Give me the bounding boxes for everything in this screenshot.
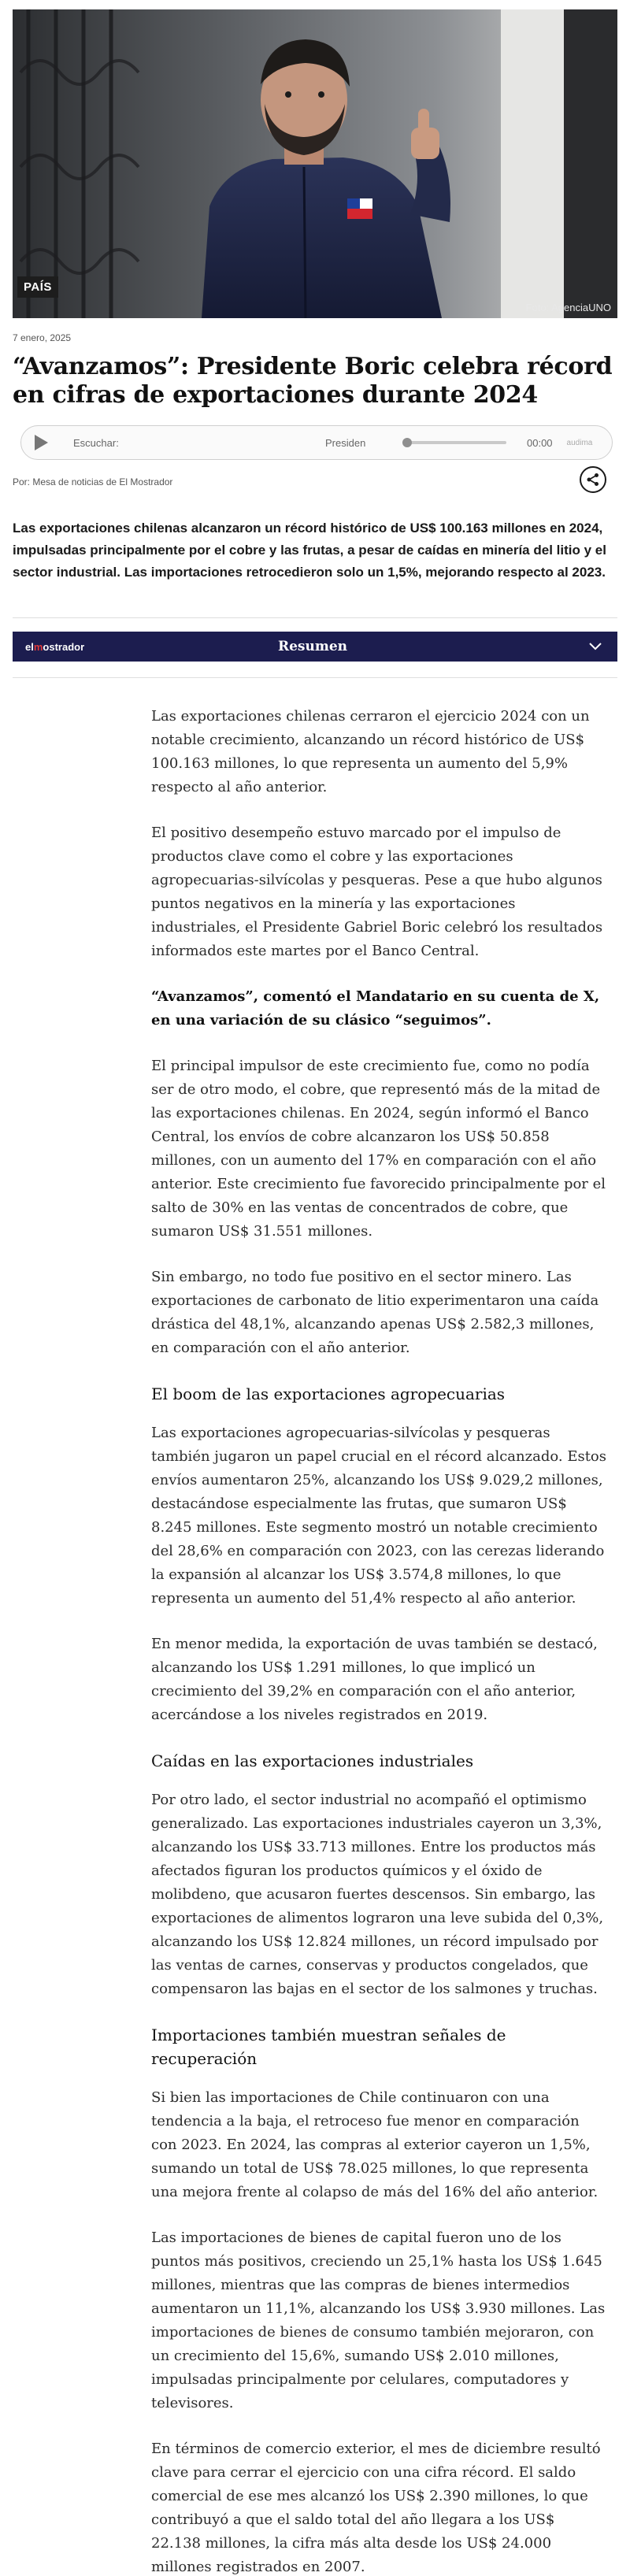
play-icon [33,434,49,451]
photo-credit: Foto: AgenciaUNO [525,302,611,313]
audio-listen-label: Escuchar: [73,436,119,449]
share-button[interactable] [580,466,606,493]
body-quote: “Avanzamos”, comentó el Mandatario en su cuenta de X, en una variación de su clásico “seguimos”. [151,988,600,1029]
section-heading: Importaciones también muestran señales de recuperación [151,2026,506,2068]
summary-logo [25,641,261,653]
body-paragraph: En menor medida, la exportación de uvas también se destacó, alcanzando los US$ 1.291 millones, lo que implicó un crecimiento del 39,2% en comparación con el año anterior, acercándose a los niveles registrados en 2019. [151,1636,598,1723]
divider [13,677,617,678]
audio-progress-slider[interactable] [402,441,506,444]
audio-progress-knob[interactable] [402,438,412,447]
body-paragraph: Las exportaciones chilenas cerraron el ejercicio 2024 con un notable crecimiento, alcanzando un récord histórico de US$ 100.163 millones, lo que representa un aumento del 5,9% respecto al año anterior. [151,708,590,795]
logo-prefix: el [25,640,34,653]
play-button[interactable] [28,429,54,456]
body-paragraph: Si bien las importaciones de Chile continuaron con una tendencia a la baja, el retroceso fue menor en comparación con 2023. En 2024, las compras al exterior cayeron un 1,5%, sumando un total de US$ 78.025 millones, lo que representa una mejora frente al colapso de más del 16% del año anterior. [151,2089,598,2200]
body-paragraph: Sin embargo, no todo fue positivo en el sector minero. Las exportaciones de carbonato de litio experimentaron una caída drástica del 48,1%, alcanzando apenas US$ 2.582,3 millones, en comparación con el año anterior. [151,1269,599,1356]
body-paragraph: Las exportaciones agropecuarias-silvícolas y pesqueras también jugaron un papel crucial en el récord alcanzado. Estos envíos aumentaron 25%, alcanzando los US$ 9.029,2 millones, destacándose especialmente las frutas, que sumaron US$ 8.245 millones. Este segmento mostró un notable crecimiento del 28,6% en comparación con 2023, con las cerezas liderando la expansión al alcanzar los US$ 3.574,8 millones, lo que representa un aumento del 51,4% respecto al año anterior. [151,1425,607,1607]
hero-image[interactable] [13,9,617,318]
body-paragraph: Las importaciones de bienes de capital fueron uno de los puntos más positivos, creciendo un 25,1% hasta los US$ 1.645 millones, mientras que las compras de bienes intermedios aumentaron un 11,1%, alcanzando los US$ 3.930 millones. Las importaciones de bienes de consumo también mejoraron, con un crecimiento del 15,6%, sumando US$ 2.010 millones, impulsadas principalmente por celulares, computadores y televisores. [151,2229,606,2411]
hero-photo-illustration [13,9,617,318]
section-heading: El boom de las exportaciones agropecuarias [151,1384,506,1403]
body-paragraph: El principal impulsor de este crecimiento fue, como no podía ser de otro modo, el cobre, que representó más de la mitad de las exportaciones chilenas. En 2024, según informó el Banco Central, los envíos de cobre alcanzaron los US$ 50.858 millones, con un aumento del 17% en comparación con el año anterior. Este crecimiento fue favorecido principalmente por el salto de 30% en las ventas de concentrados de cobre, que sumaron US$ 31.551 millones. [151,1058,606,1240]
body-paragraph: El positivo desempeño estuvo marcado por el impulso de productos clave como el cobre y las exportaciones agropecuarias-silvícolas y pesqueras. Pese a que hubo algunos puntos negativos en la minería y las exportaciones industriales, el Presidente Gabriel Boric celebró los resultados informados este martes por el Banco Central. [151,825,603,959]
chevron-down-icon[interactable] [587,639,603,654]
article-headline: “Avanzamos”: Presidente Boric celebra récord en cifras de exportaciones durante 2024 [13,353,613,409]
audio-time: 00:00 [527,436,553,449]
article-body [151,705,608,2576]
article-lead: Las exportaciones chilenas alcanzaron un récord histórico de US$ 100.163 millones en 2024, impulsadas principalmente por el cobre y las frutas, a pesar de caídas en minería del litio y el sector industrial. Las importaciones retrocedieron solo un 1,5%, mejorando respecto al 2023. [13,521,606,580]
section-tag[interactable]: PAÍS [17,276,58,298]
logo-suffix: ostrador [43,640,85,653]
summary-toggle[interactable] [13,632,617,662]
divider [13,617,617,618]
audio-title: Presiden [325,436,366,449]
section-heading: Caídas en las exportaciones industriales [151,1751,474,1770]
article-byline[interactable]: Por: Mesa de noticias de El Mostrador [13,476,173,487]
logo-dot: m [33,640,43,653]
body-paragraph: Por otro lado, el sector industrial no acompañó el optimismo generalizado. Las exportaciones industriales cayeron un 3,3%, alcanzando los US$ 33.713 millones. Entre los productos más afectados figuran los productos químicos y el óxido de molibdeno, que acusaron fuertes descensos. Sin embargo, las exportaciones de alimentos lograron una leve subida del 0,3%, alcanzando los US$ 12.824 millones, un récord impulsado por las ventas de carnes, conservas y productos congelados, que compensaron las bajas en el sector de los salmones y truchas. [151,1792,604,1997]
audio-brand[interactable]: audima [566,438,593,447]
body-paragraph: En términos de comercio exterior, el mes de diciembre resultó clave para cerrar el ejercicio con una cifra récord. El saldo comercial de ese mes alcanzó los US$ 2.390 millones, lo que contribuyó a que el saldo total del año llegara a los US$ 22.138 millones, la cifra más alta desde los US$ 24.000 millones registrados en 2007. [151,2441,601,2575]
article-date: 7 enero, 2025 [13,332,72,343]
summary-title: Resumen [277,639,348,654]
audio-player [20,425,613,460]
share-icon [586,473,600,487]
